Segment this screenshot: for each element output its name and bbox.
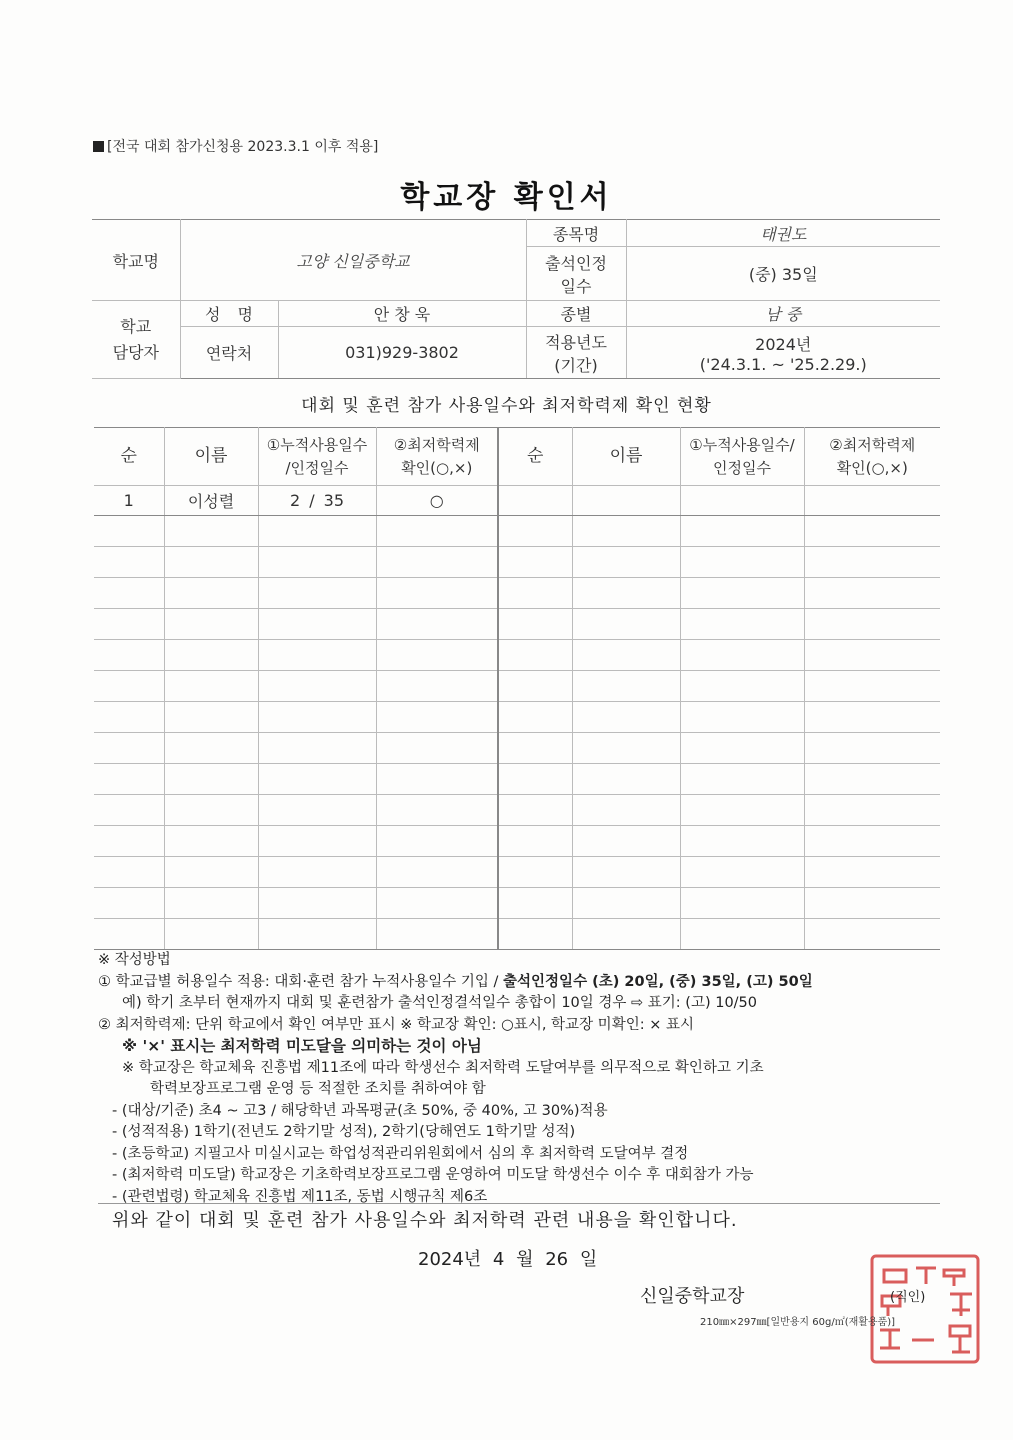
empty-cell bbox=[572, 795, 680, 826]
empty-cell bbox=[680, 764, 804, 795]
empty-cell bbox=[164, 764, 258, 795]
empty-cell bbox=[376, 919, 498, 950]
empty-cell bbox=[572, 919, 680, 950]
empty-cell bbox=[164, 857, 258, 888]
contact-phone-value: 031)929-3802 bbox=[278, 327, 526, 379]
empty-cell bbox=[258, 671, 376, 702]
table-row bbox=[94, 671, 940, 702]
sport-value: 태권도 bbox=[626, 220, 940, 247]
empty-cell bbox=[498, 733, 572, 764]
empty-cell bbox=[804, 826, 940, 857]
empty-cell bbox=[498, 516, 572, 547]
empty-cell bbox=[258, 547, 376, 578]
empty-cell bbox=[680, 733, 804, 764]
col-check-right: ②최저학력제 확인(○,×) bbox=[804, 428, 940, 486]
empty-cell bbox=[680, 919, 804, 950]
page-title: 학교장 확인서 bbox=[400, 180, 613, 215]
gender-label: 종별 bbox=[526, 301, 626, 327]
empty-cell bbox=[680, 516, 804, 547]
table-row bbox=[94, 640, 940, 671]
attendance-value: (중) 35일 bbox=[626, 247, 940, 301]
empty-cell bbox=[804, 640, 940, 671]
col-check: ②최저학력제 확인(○,×) bbox=[376, 428, 498, 486]
square-bullet-icon bbox=[93, 141, 104, 152]
school-name-value: 고양 신일중학교 bbox=[180, 220, 526, 301]
empty-cell bbox=[258, 764, 376, 795]
empty-cell bbox=[572, 609, 680, 640]
empty-cell bbox=[680, 609, 804, 640]
empty-cell bbox=[164, 640, 258, 671]
empty-cell bbox=[258, 516, 376, 547]
empty-cell bbox=[572, 702, 680, 733]
attendance-label: 출석인정 일수 bbox=[526, 247, 626, 301]
table-row bbox=[94, 486, 940, 516]
instruction-law: - (관련법령) 학교체육 진흥법 제11조, 동법 시행규칙 제6조 bbox=[112, 1188, 488, 1205]
empty-cell bbox=[164, 826, 258, 857]
empty-cell bbox=[164, 547, 258, 578]
empty-cell bbox=[804, 857, 940, 888]
empty-cell bbox=[94, 640, 164, 671]
col-name-right: 이름 bbox=[572, 428, 680, 486]
status-table bbox=[94, 427, 940, 950]
empty-cell bbox=[376, 578, 498, 609]
empty-cell bbox=[258, 795, 376, 826]
empty-cell bbox=[498, 764, 572, 795]
empty-cell bbox=[498, 795, 572, 826]
empty-cell bbox=[804, 795, 940, 826]
col-no-right: 순 bbox=[498, 428, 572, 486]
empty-cell bbox=[804, 888, 940, 919]
empty-cell bbox=[258, 888, 376, 919]
empty-cell bbox=[376, 795, 498, 826]
empty-cell bbox=[572, 578, 680, 609]
paper-spec: 210㎜×297㎜[일반용지 60g/㎡(재활용품)] bbox=[700, 1317, 896, 1328]
row-check: ○ bbox=[376, 486, 498, 516]
empty-cell bbox=[94, 578, 164, 609]
empty-cell bbox=[376, 609, 498, 640]
instruction-target: - (대상/기준) 초4 ~ 고3 / 해당학년 과목평균(초 50%, 중 40%, 고 30%)적용 bbox=[112, 1102, 608, 1119]
empty-cell bbox=[258, 826, 376, 857]
instruction-elementary: - (초등학교) 지필고사 미실시교는 학업성적관리위원회에서 심의 후 최저학력 도달여부 결정 bbox=[112, 1145, 689, 1162]
table-row bbox=[94, 857, 940, 888]
empty-cell bbox=[572, 671, 680, 702]
empty-cell bbox=[94, 857, 164, 888]
empty-cell bbox=[376, 733, 498, 764]
empty-cell bbox=[804, 609, 940, 640]
contact-phone-label: 연락처 bbox=[180, 327, 278, 379]
empty-cell bbox=[94, 733, 164, 764]
table-row bbox=[94, 919, 940, 950]
empty-cell bbox=[376, 764, 498, 795]
row-check-right bbox=[804, 486, 940, 516]
empty-cell bbox=[804, 919, 940, 950]
empty-cell bbox=[258, 640, 376, 671]
empty-cell bbox=[258, 578, 376, 609]
empty-cell bbox=[376, 888, 498, 919]
empty-cell bbox=[804, 733, 940, 764]
table-row bbox=[94, 609, 940, 640]
empty-cell bbox=[804, 702, 940, 733]
empty-cell bbox=[376, 547, 498, 578]
instruction-grades: - (성적적용) 1학기(전년도 2학기말 성적), 2학기(당해연도 1학기말 성적) bbox=[112, 1124, 576, 1140]
empty-cell bbox=[680, 640, 804, 671]
empty-cell bbox=[94, 919, 164, 950]
col-no: 순 bbox=[94, 428, 164, 486]
empty-cell bbox=[498, 640, 572, 671]
empty-cell bbox=[94, 671, 164, 702]
empty-cell bbox=[572, 733, 680, 764]
empty-cell bbox=[164, 795, 258, 826]
table-row bbox=[94, 516, 940, 547]
empty-cell bbox=[94, 547, 164, 578]
empty-cell bbox=[804, 578, 940, 609]
col-days: ①누적사용일수 /인정일수 bbox=[258, 428, 376, 486]
empty-cell bbox=[376, 671, 498, 702]
col-name: 이름 bbox=[164, 428, 258, 486]
gender-value: 남 중 bbox=[626, 301, 940, 327]
table-row bbox=[94, 826, 940, 857]
official-seal-icon bbox=[866, 1250, 984, 1368]
contact-name-label: 성 명 bbox=[180, 301, 278, 327]
instruction-2-note-1: ※ '×' 표시는 최저학력 미도달을 의미하는 것이 아님 bbox=[122, 1037, 482, 1055]
empty-cell bbox=[498, 671, 572, 702]
empty-cell bbox=[94, 826, 164, 857]
empty-cell bbox=[498, 888, 572, 919]
sport-label: 종목명 bbox=[526, 220, 626, 247]
empty-cell bbox=[572, 826, 680, 857]
row-name-right bbox=[572, 486, 680, 516]
instruction-2-note-2: ※ 학교장은 학교체육 진흥법 제11조에 따라 학생선수 최저학력 도달여부를 의무적으로 확인하고 기초 bbox=[122, 1059, 764, 1076]
empty-cell bbox=[94, 888, 164, 919]
table-row bbox=[94, 702, 940, 733]
row-days: 2 / 35 bbox=[258, 486, 376, 516]
empty-cell bbox=[258, 702, 376, 733]
empty-cell bbox=[94, 702, 164, 733]
divider bbox=[98, 1203, 940, 1204]
empty-cell bbox=[498, 919, 572, 950]
empty-cell bbox=[258, 609, 376, 640]
empty-cell bbox=[572, 516, 680, 547]
empty-cell bbox=[164, 578, 258, 609]
empty-cell bbox=[258, 857, 376, 888]
row-name: 이성렬 bbox=[164, 486, 258, 516]
row-no-right bbox=[498, 486, 572, 516]
empty-cell bbox=[680, 578, 804, 609]
row-days-right bbox=[680, 486, 804, 516]
empty-cell bbox=[804, 764, 940, 795]
empty-cell bbox=[680, 547, 804, 578]
empty-cell bbox=[164, 671, 258, 702]
empty-cell bbox=[498, 826, 572, 857]
empty-cell bbox=[498, 702, 572, 733]
instruction-below-min: - (최저학력 미도달) 학교장은 기초학력보장프로그램 운영하여 미도달 학생선수 이수 후 대회참가 가능 bbox=[112, 1167, 754, 1183]
empty-cell bbox=[680, 671, 804, 702]
year-label: 적용년도 (기간) bbox=[526, 327, 626, 379]
table-row bbox=[94, 764, 940, 795]
contact-person-label: 학교 담당자 bbox=[92, 301, 180, 379]
confirmation-date: 2024년 4 월 26 일 bbox=[418, 1249, 598, 1270]
stamp-label: (직인) bbox=[890, 1290, 926, 1305]
empty-cell bbox=[164, 733, 258, 764]
empty-cell bbox=[94, 609, 164, 640]
empty-cell bbox=[94, 516, 164, 547]
empty-cell bbox=[680, 795, 804, 826]
empty-cell bbox=[258, 733, 376, 764]
row-no: 1 bbox=[94, 486, 164, 516]
table-row bbox=[94, 547, 940, 578]
principal-name: 신일중학교장 bbox=[640, 1286, 745, 1307]
empty-rows bbox=[94, 516, 940, 950]
empty-cell bbox=[572, 857, 680, 888]
table-row bbox=[94, 795, 940, 826]
empty-cell bbox=[572, 640, 680, 671]
empty-cell bbox=[164, 919, 258, 950]
empty-cell bbox=[164, 516, 258, 547]
col-days-right: ①누적사용일수/ 인정일수 bbox=[680, 428, 804, 486]
empty-cell bbox=[804, 547, 940, 578]
table-row bbox=[94, 578, 940, 609]
empty-cell bbox=[376, 640, 498, 671]
empty-cell bbox=[94, 795, 164, 826]
empty-cell bbox=[498, 578, 572, 609]
contact-name-value: 안 창 욱 bbox=[278, 301, 526, 327]
school-name-label: 학교명 bbox=[92, 220, 180, 301]
instruction-2: ② 최저학력제: 단위 학교에서 확인 여부만 표시 ※ 학교장 확인: ○표시, 학교장 미확인: × 표시 bbox=[98, 1016, 694, 1033]
empty-cell bbox=[572, 764, 680, 795]
empty-cell bbox=[376, 516, 498, 547]
empty-cell bbox=[572, 888, 680, 919]
year-value: 2024년 ('24.3.1. ~ '25.2.29.) bbox=[626, 327, 940, 379]
table-row bbox=[94, 733, 940, 764]
instruction-2-note-2-cont: 학력보장프로그램 운영 등 적절한 조치를 취하여야 함 bbox=[150, 1081, 486, 1097]
empty-cell bbox=[376, 857, 498, 888]
empty-cell bbox=[804, 671, 940, 702]
status-title: 대회 및 훈련 참가 사용일수와 최저학력제 확인 현황 bbox=[301, 396, 712, 416]
empty-cell bbox=[680, 826, 804, 857]
empty-cell bbox=[376, 702, 498, 733]
form-version-note: [전국 대회 참가신청용 2023.3.1 이후 적용] bbox=[93, 136, 378, 156]
school-info-table bbox=[92, 219, 940, 379]
empty-cell bbox=[94, 764, 164, 795]
empty-cell bbox=[680, 702, 804, 733]
empty-cell bbox=[680, 888, 804, 919]
instructions bbox=[98, 950, 948, 1208]
empty-cell bbox=[498, 547, 572, 578]
empty-cell bbox=[376, 826, 498, 857]
table-row bbox=[94, 888, 940, 919]
instruction-1-example: 예) 학기 초부터 현재까지 대회 및 훈련참가 출석인정결석일수 총합이 10일 경우 ⇨ 표기: (고) 10/50 bbox=[122, 995, 758, 1011]
empty-cell bbox=[164, 888, 258, 919]
empty-cell bbox=[164, 702, 258, 733]
empty-cell bbox=[498, 609, 572, 640]
empty-cell bbox=[572, 547, 680, 578]
empty-cell bbox=[164, 609, 258, 640]
confirmation-statement: 위와 같이 대회 및 훈련 참가 사용일수와 최저학력 관련 내용을 확인합니다. bbox=[112, 1210, 738, 1231]
empty-cell bbox=[680, 857, 804, 888]
empty-cell bbox=[258, 919, 376, 950]
instruction-1: ① 학교급별 허용일수 적용: 대회·훈련 참가 누적사용일수 기입 / 출석인정일수 (초) 20일, (중) 35일, (고) 50일 bbox=[98, 973, 813, 990]
empty-cell bbox=[804, 516, 940, 547]
empty-cell bbox=[498, 857, 572, 888]
instructions-heading: ※ 작성방법 bbox=[98, 952, 171, 968]
